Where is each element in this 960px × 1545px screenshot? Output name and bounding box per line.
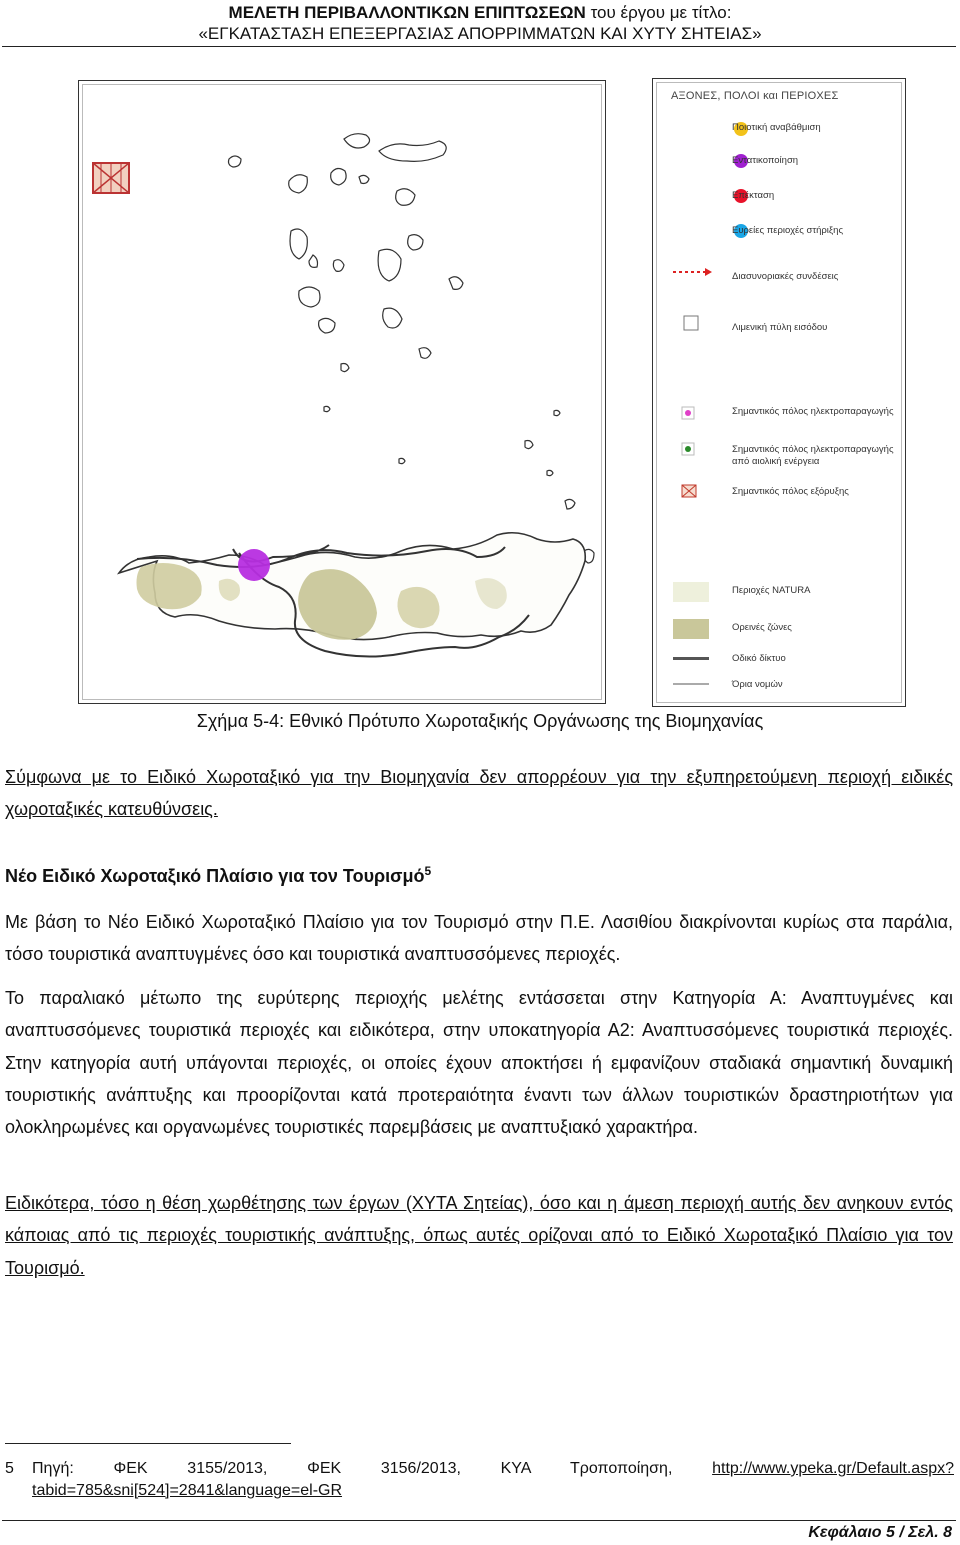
crete-map — [79, 81, 607, 705]
wind-power-pole-icon — [681, 442, 695, 456]
legend-item-label: Διασυνοριακές συνδέσεις — [732, 271, 839, 282]
figure-caption: Σχήμα 5-4: Εθνικό Πρότυπο Χωροταξικής Οργάνωσης της Βιομηχανίας — [196, 711, 764, 731]
extraction-pole-icon — [681, 484, 697, 498]
footnote-ref[interactable]: 5 — [424, 864, 432, 878]
footnote-divider — [5, 1443, 291, 1444]
natura-swatch — [673, 582, 709, 602]
legend-item-label: Περιοχές NATURA — [732, 585, 811, 596]
mountain-zone-swatch — [673, 619, 709, 639]
legend-item-label: Εντατικοποίηση — [732, 155, 799, 166]
page-footer: Κεφάλαιο 5 / Σελ. 8 — [808, 1524, 952, 1541]
legend-item-label: Ορεινές ζώνες — [732, 622, 792, 633]
extraction-pole-icon — [93, 163, 129, 193]
map-image — [78, 80, 606, 704]
power-pole-icon — [681, 406, 695, 420]
footnote-text: Πηγή: ΦΕΚ 3155/2013, ΦΕΚ 3156/2013, ΚΥΑ Τροποποίηση, — [32, 1460, 713, 1477]
intensification-marker — [238, 549, 270, 581]
legend-item-label-cont: από αιολική ενέργεια — [732, 456, 820, 467]
section-heading: Νέο Ειδικό Χωροταξικό Πλαίσιο για τον Τουρισμό$^5$ — [5, 864, 432, 886]
footer-divider — [2, 1520, 956, 1521]
map-legend — [652, 78, 906, 707]
paragraph-site: Ειδικότερα, τόσο η θέση χωρθέτησης των έργων (ΧΥΤΑ Σητείας), όσο και η άμεση περιοχή αυτής δεν ανηκουν εντός κάποιας από τις περιοχές τουριστικής ανάπτυξης, όπως αυτές ορίζοναι από το Ειδικό Χωροταξικό Πλαίσιο για τον Τουρισμό. — [5, 1193, 953, 1278]
legend-item-label: Οδικό δίκτυο — [732, 653, 786, 664]
paragraph-lasithi: Με βάση το Νέο Ειδικό Χωροταξικό Πλαίσιο για τον Τουρισμό στην Π.Ε. Λασιθίου διακρίνονται κυρίως στα παράλια, τόσο τουριστικά αναπτυγμένες όσο και τουριστικά αναπτυσσόμενες περιοχές. — [5, 912, 953, 965]
legend-item-label: Ευρείες περιοχές στήριξης — [732, 225, 844, 236]
legend-item-label: Σημαντικός πόλος ηλεκτροπαραγωγής — [732, 444, 894, 455]
paragraph-category: Το παραλιακό μέτωπο της ευρύτερης περιοχής μελέτης εντάσσεται στην Κατηγορία Α: Αναπτυγμένες και αναπτυσσόμενες τουριστικά περιοχές και ειδικότερα, στην υποκατηγορία Α2: Αναπτυσσόμενες τουριστικά περιοχές. Στην κατηγορία αυτή υπάγονται περιοχές, οι οποίες έχουν αποκτήσει ή εμφανίζουν σταδιακά σημαντική δυναμική τουριστικής ανάπτυξης και προορίζονται κατά προτεραιότητα έναντι των άλλων τουριστικών δραστηριοτήτων για ολοκληρωμένες και οργανωμένες τουριστικές παρεμβάσεις με αναπτυξιακό χαρακτήρα. — [5, 988, 953, 1138]
footnote-link[interactable]: http://www.ypeka.gr/Default.aspx?tabid=785&sni[524]=2841&language=el-GR — [32, 1460, 954, 1499]
legend-item-label: Επέκταση — [732, 190, 775, 201]
road-network-line — [673, 657, 709, 660]
legend-item-label: Ποιοτική αναβάθμιση — [732, 122, 821, 133]
legend-item-label: Όρια νομών — [732, 679, 783, 690]
port-gate-icon — [681, 313, 701, 333]
legend-item-label: Σημαντικός πόλος εξόρυξης — [732, 486, 849, 497]
dashed-arrow-icon — [673, 267, 713, 277]
footnote-number: 5 — [5, 1460, 14, 1477]
header-subtitle: «ΕΓΚΑΤΑΣΤΑΣΗ ΕΠΕΞΕΡΓΑΣΙΑΣ ΑΠΟΡΡΙΜΜΑΤΩΝ ΚΑΙ ΧΥΤΥ ΣΗΤΕΙΑΣ» — [198, 24, 762, 43]
legend-title: ΑΞΟΝΕΣ, ΠΟΛΟΙ και ΠΕΡΙΟΧΕΣ — [671, 90, 839, 102]
header-divider — [2, 46, 956, 47]
paragraph-industry: Σύμφωνα με το Ειδικό Χωροταξικό για την Βιομηχανία δεν απορρέουν για την εξυπηρετούμενη περιοχή ειδικές χωροταξικές κατευθύνσεις. — [5, 767, 953, 820]
prefecture-border-line — [673, 683, 709, 685]
legend-item-label: Σημαντικός πόλος ηλεκτροπαραγωγής — [732, 406, 894, 417]
header-title: ΜΕΛΕΤΗ ΠΕΡΙΒΑΛΛΟΝΤΙΚΩΝ ΕΠΙΠΤΩΣΕΩΝ του έργου με τίτλο: — [228, 3, 732, 22]
legend-item-label: Λιμενική πύλη εισόδου — [732, 322, 828, 333]
